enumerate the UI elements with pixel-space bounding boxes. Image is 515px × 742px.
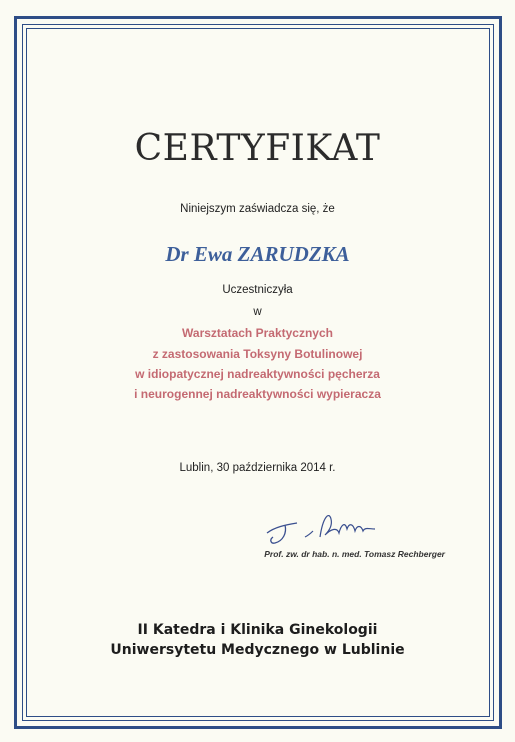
workshop-line-4: i neurogennej nadreaktywności wypieracza [134, 387, 381, 401]
workshop-line-3: w idiopatycznej nadreaktywności pęcherza [135, 367, 380, 381]
certificate-title: CERTYFIKAT [134, 128, 381, 169]
institution-line-2: Uniwersytetu Medycznego w Lublinie [110, 642, 405, 658]
recipient-name: Dr Ewa ZARUDZKA [165, 242, 350, 266]
in-text: w [253, 306, 262, 318]
place-date: Lublin, 30 października 2014 r. [179, 462, 336, 474]
workshop-line-1: Warsztatach Praktycznych [182, 326, 333, 340]
institution-line-1: II Katedra i Klinika Ginekologii [137, 622, 378, 638]
signature-image [265, 507, 385, 547]
workshop-line-2: z zastosowania Toksyny Botulinowej [152, 347, 363, 361]
signatory-name: Prof. zw. dr hab. n. med. Tomasz Rechberger [264, 549, 445, 559]
intro-text: Niniejszym zaświadcza się, że [180, 203, 335, 215]
participated-text: Uczestniczyła [222, 284, 293, 296]
